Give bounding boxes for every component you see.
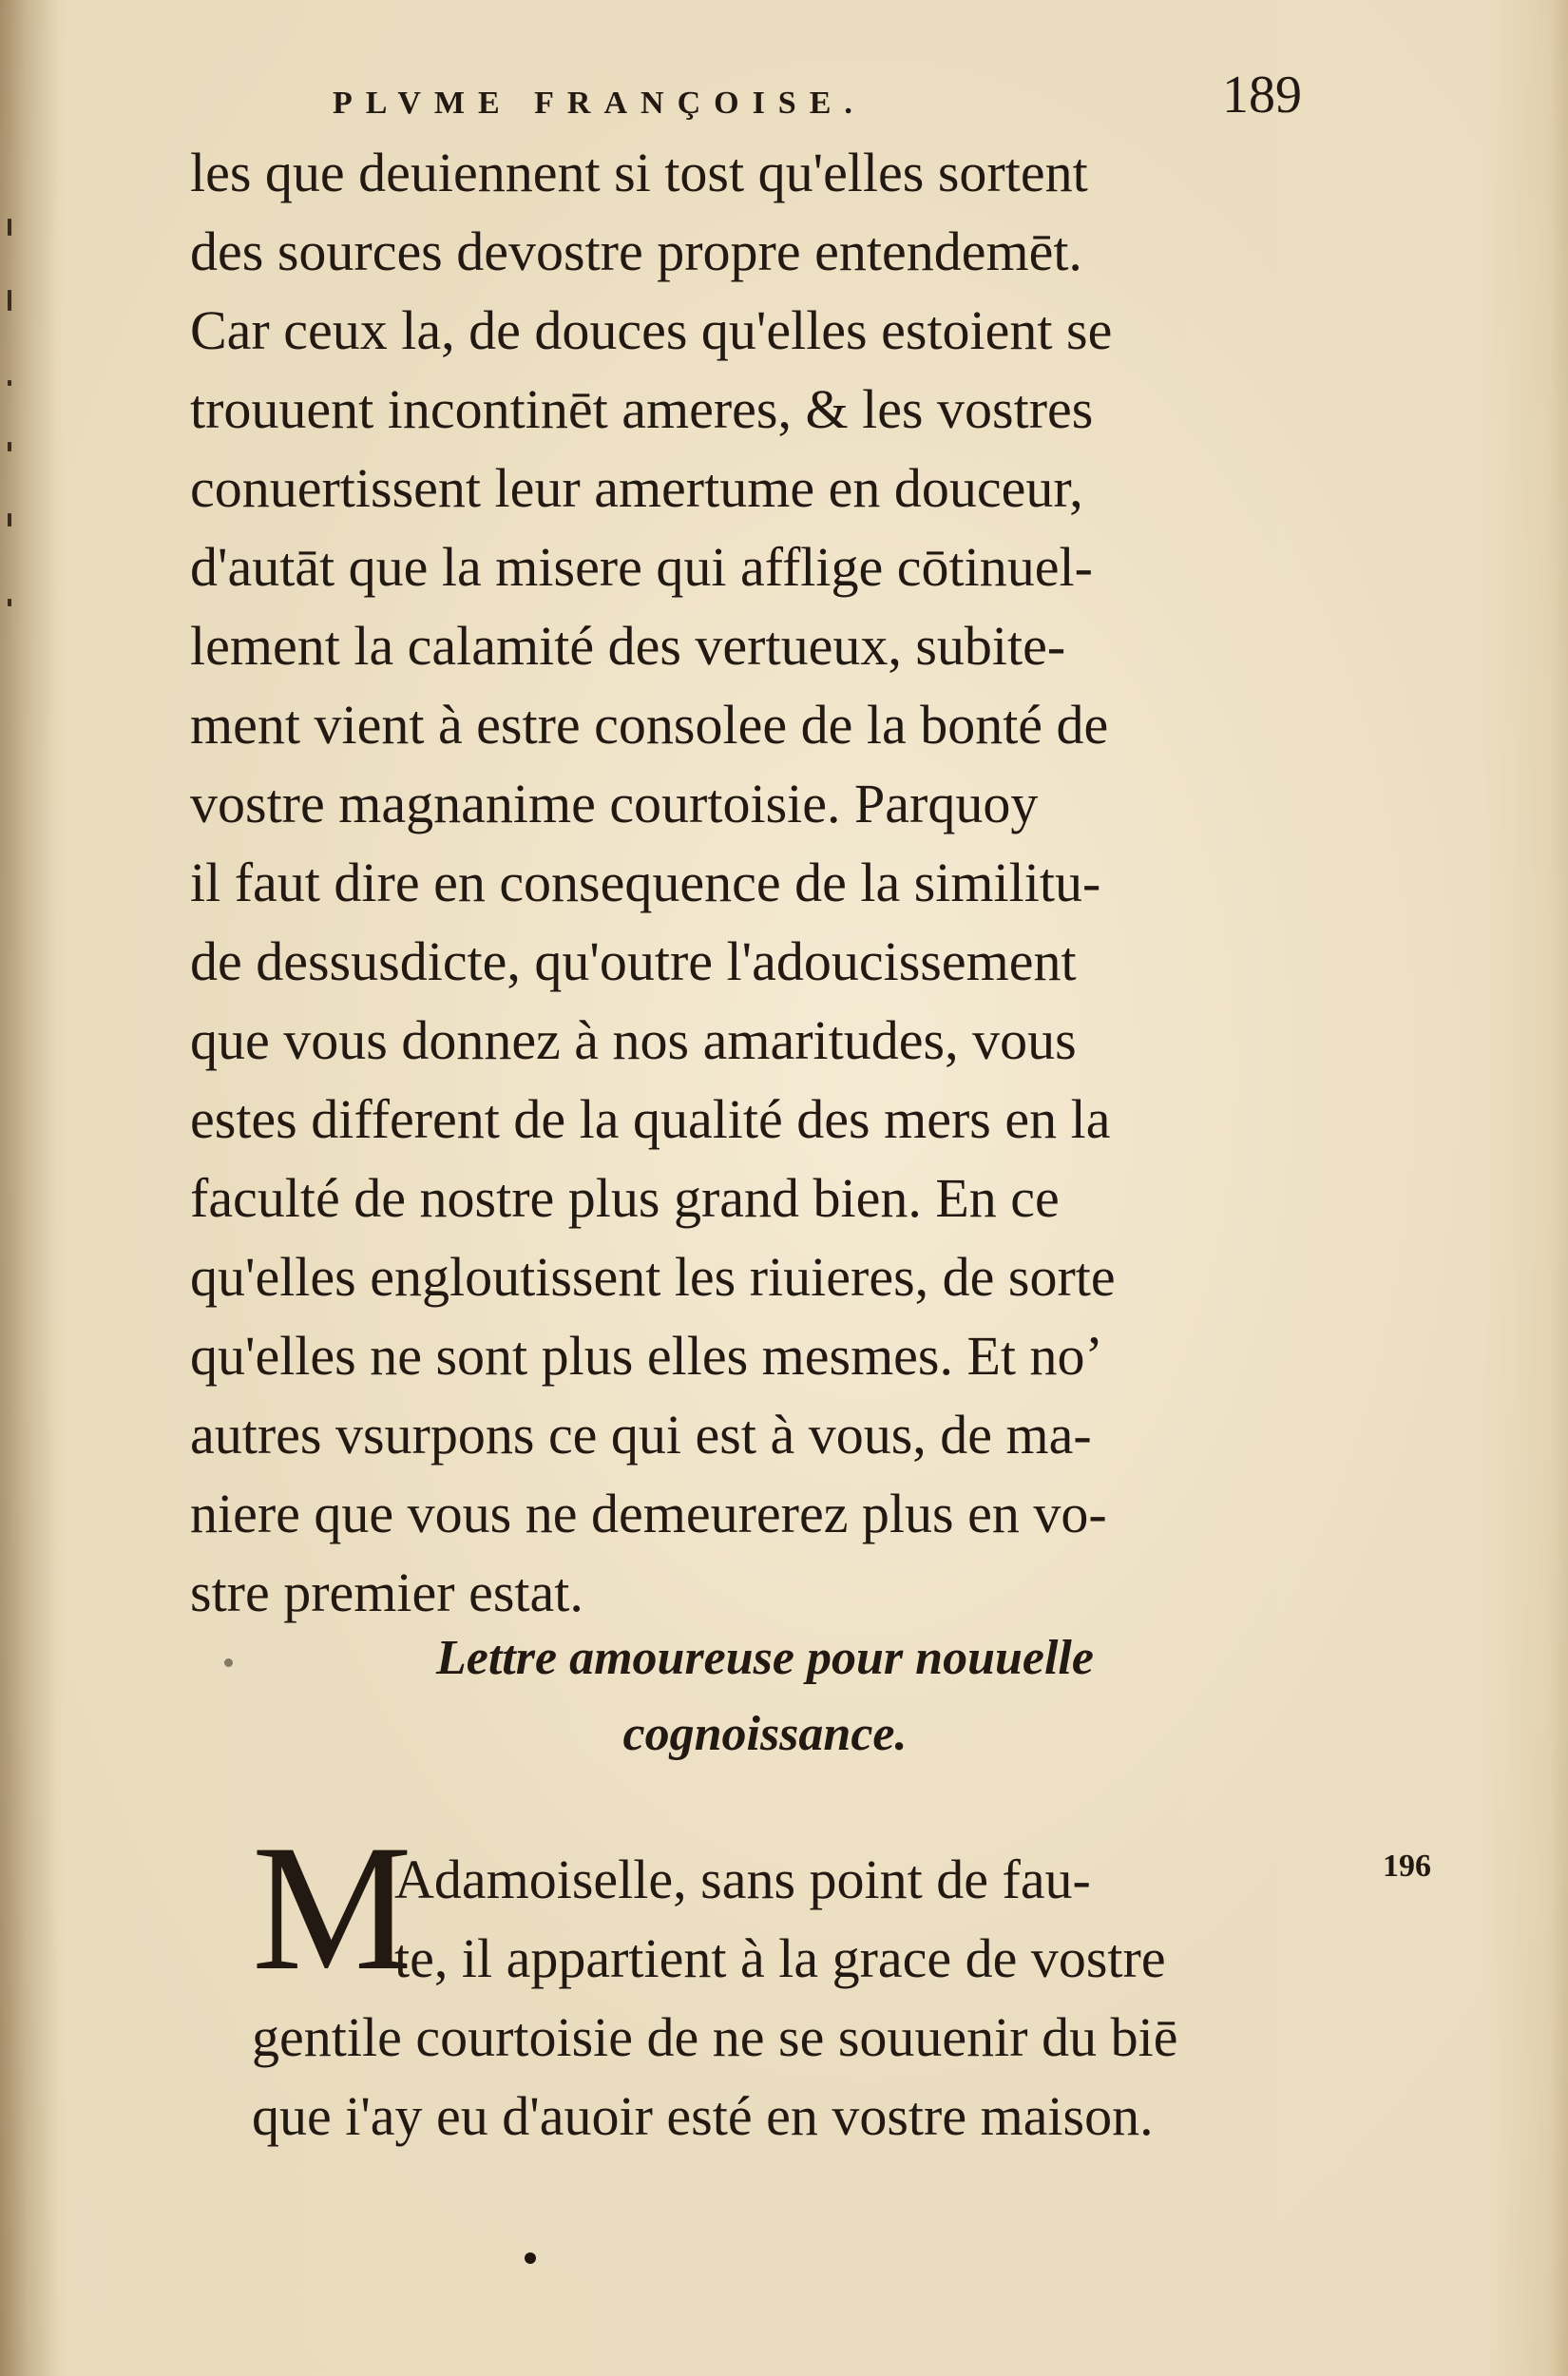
text-line: ment vient à estre consolee de la bonté de (190, 694, 1109, 756)
text-line: faculté de nostre plus grand bien. En ce (190, 1167, 1060, 1229)
drop-cap: M (252, 1809, 412, 2008)
gutter-mark (8, 599, 11, 606)
text-line: te, il appartient à la grace de vostre (394, 1927, 1166, 1989)
gutter-mark (8, 513, 11, 527)
text-line: que vous donnez à nos amaritudes, vous (190, 1009, 1077, 1071)
gutter-mark (8, 290, 11, 311)
page-number: 189 (1222, 66, 1302, 125)
ink-speck (224, 1658, 233, 1667)
text-line: niere que vous ne demeurerez plus en vo- (190, 1483, 1107, 1544)
text-line: trouuent incontinēt ameres, & les vostres (190, 378, 1094, 440)
gutter-mark (8, 442, 11, 451)
body-text (190, 133, 1340, 1632)
running-title: PLVME FRANÇOISE. (333, 86, 866, 121)
text-line: estes different de la qualité des mers en la (190, 1088, 1111, 1150)
text-line: vostre magnanime courtoisie. Parquoy (190, 773, 1039, 834)
section-heading (190, 1620, 1340, 1772)
letter-opening (252, 1809, 1411, 2155)
text-line: lement la calamité des vertueux, subite- (190, 615, 1066, 677)
running-header (333, 65, 1330, 131)
text-line: que i'ay eu d'auoir esté en vostre maison. (252, 2085, 1154, 2147)
page-gutter-shadow (0, 0, 57, 2376)
gutter-mark (8, 380, 11, 386)
section-heading-line: Lettre amoureuse pour nouuelle (436, 1631, 1094, 1685)
margin-note: 196 (1383, 1849, 1431, 1884)
text-line: Car ceux la, de douces qu'elles estoient se (190, 299, 1113, 361)
letter-lines (252, 1839, 1411, 2155)
ink-speck (525, 2252, 536, 2264)
text-line: il faut dire en consequence de la similitu- (190, 852, 1101, 913)
gutter-mark (8, 219, 11, 236)
text-line: autres vsurpons ce qui est à vous, de ma- (190, 1404, 1092, 1466)
text-line: qu'elles engloutissent les riuieres, de sorte (190, 1246, 1116, 1308)
text-line: les que deuiennent si tost qu'elles sortent (190, 142, 1088, 203)
text-line: conuertissent leur amertume en douceur, (190, 457, 1083, 519)
text-line: qu'elles ne sont plus elles mesmes. Et no’ (190, 1325, 1103, 1387)
text-line: des sources devostre propre entendemēt. (190, 220, 1082, 282)
text-line: Adamoiselle, sans point de fau- (394, 1849, 1091, 1910)
text-line: d'autāt que la misere qui afflige cōtinuel- (190, 536, 1093, 598)
text-line: stre premier estat. (190, 1562, 583, 1623)
text-line: de dessusdicte, qu'outre l'adoucissement (190, 930, 1077, 992)
section-heading-line: cognoissance. (622, 1707, 908, 1761)
text-line: gentile courtoisie de ne se souuenir du biē (252, 2006, 1178, 2068)
